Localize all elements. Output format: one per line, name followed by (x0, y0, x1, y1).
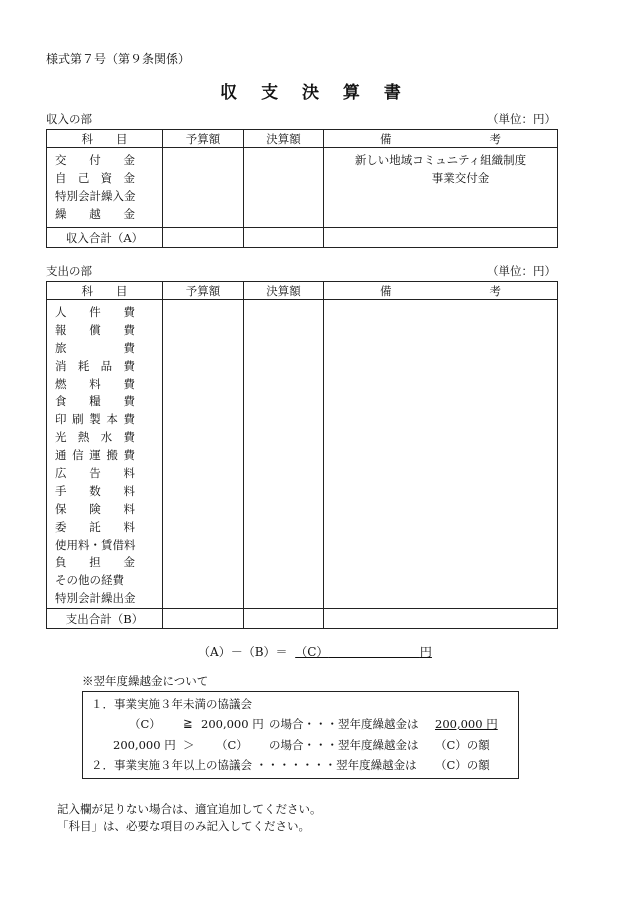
expense-item-fuel: 燃料費 (55, 376, 135, 391)
income-remarks-cell (324, 148, 558, 228)
income-header-row (47, 130, 558, 148)
income-total-actual (244, 228, 324, 248)
income-unit-label: （単位：円） (487, 112, 556, 126)
expense-item-utilities: 光熱水費 (55, 430, 135, 445)
document-title: 収 支 決 算 書 (220, 83, 410, 103)
expense-header-row (47, 282, 558, 300)
income-header-item: 科 目 (47, 130, 163, 148)
income-header-actual: 決算額 (244, 130, 324, 148)
carryover-note-heading: ※翌年度繰越金について (82, 674, 209, 688)
income-budget-cell (163, 148, 244, 228)
income-remark-line-2: 事業交付金 (431, 170, 490, 185)
expense-item-fees: 手数料 (55, 483, 135, 498)
expense-item-travel: 旅費 (55, 340, 135, 355)
expense-header-budget: 予算額 (163, 282, 244, 300)
expense-total-remarks (324, 609, 558, 629)
income-item-subsidy: 交付金 (55, 153, 135, 167)
income-item-special-transfer-in: 特別会計繰入金 (55, 188, 136, 203)
formula-result-c: （C） 円 (295, 645, 432, 659)
expense-item-rental: 使用料・賃借料 (55, 537, 136, 552)
income-items-cell (47, 148, 163, 228)
expense-item-other: その他の経費 (55, 573, 124, 588)
expense-header-remarks: 備 考 (324, 282, 558, 300)
expense-remarks-cell (324, 300, 558, 609)
expense-item-personnel: 人件費 (55, 305, 135, 319)
carryover-rules-box (82, 691, 519, 779)
rule-2-result: （C）の額 (435, 758, 490, 772)
footer-note-2: 「科目」は、必要な項目のみ記入してください。 (57, 819, 310, 833)
income-actual-cell (244, 148, 324, 228)
rule-1a-result: 200,000 円 (435, 717, 498, 731)
expense-item-advertising: 広告料 (55, 466, 135, 481)
rule-2-text: ２．事業実施３年以上の協議会 ・・・・・・・翌年度繰越金は (91, 758, 417, 772)
expense-actual-cell (244, 300, 324, 609)
income-total-remarks (324, 228, 558, 248)
expense-total-actual (244, 609, 324, 629)
form-number: 様式第７号（第９条関係） (46, 52, 191, 66)
expense-header-item: 科 目 (47, 282, 163, 300)
income-total-budget (163, 228, 244, 248)
rule-1b-operator: ＞ (183, 738, 195, 752)
balance-formula (0, 643, 630, 660)
expense-item-consumables: 消耗品費 (55, 358, 135, 373)
income-header-budget: 予算額 (163, 130, 244, 148)
expense-total-budget (163, 609, 244, 629)
expense-section-label: 支出の部 (46, 264, 92, 278)
rule-1b-result: （C）の額 (435, 738, 490, 752)
expense-item-outsourcing: 委託料 (55, 519, 135, 534)
expense-item-communication: 通信運搬費 (55, 448, 135, 463)
rule-1a-condition: の場合・・・翌年度繰越金は (269, 717, 419, 731)
income-body-row (47, 148, 558, 228)
rule-1a-value: 200,000 円 (201, 717, 264, 731)
rule-1b-left: 200,000 円 (113, 738, 176, 752)
income-header-remarks: 備 考 (324, 130, 558, 148)
expense-item-insurance: 保険料 (55, 501, 135, 516)
expense-budget-cell (163, 300, 244, 609)
expense-item-printing: 印刷製本費 (55, 412, 135, 427)
expense-header-actual: 決算額 (244, 282, 324, 300)
rule-1a-left: （C） (129, 717, 161, 731)
expense-items-cell (47, 300, 163, 609)
rule-1b-value: （C） (216, 738, 248, 752)
expense-item-food: 食糧費 (55, 394, 135, 409)
footer-note-1: 記入欄が足りない場合は、適宜追加してください。 (57, 802, 322, 816)
expense-item-honorarium: 報償費 (55, 322, 135, 337)
expense-unit-label: （単位：円） (487, 264, 556, 278)
rule-1-title: １．事業実施３年未満の協議会 (91, 697, 252, 711)
rule-1b-condition: の場合・・・翌年度繰越金は (269, 738, 419, 752)
rule-1a-operator: ≧ (183, 716, 193, 730)
income-item-carryover: 繰越金 (55, 206, 135, 221)
income-table (46, 129, 558, 248)
expense-body-row (47, 300, 558, 609)
formula-left: （A）－（B）＝ (198, 645, 288, 659)
income-remark-line-1: 新しい地域コミュニティ組織制度 (354, 153, 527, 167)
expense-total-row (47, 609, 558, 629)
expense-table (46, 281, 558, 629)
income-total-label: 収入合計（A） (47, 228, 163, 248)
income-section-label: 収入の部 (46, 112, 92, 126)
expense-item-special-transfer-out: 特別会計繰出金 (55, 591, 136, 606)
income-total-row (47, 228, 558, 248)
expense-total-label: 支出合計（B） (47, 609, 163, 629)
expense-item-contribution: 負担金 (55, 555, 135, 570)
income-item-own-funds: 自己資金 (55, 170, 135, 185)
